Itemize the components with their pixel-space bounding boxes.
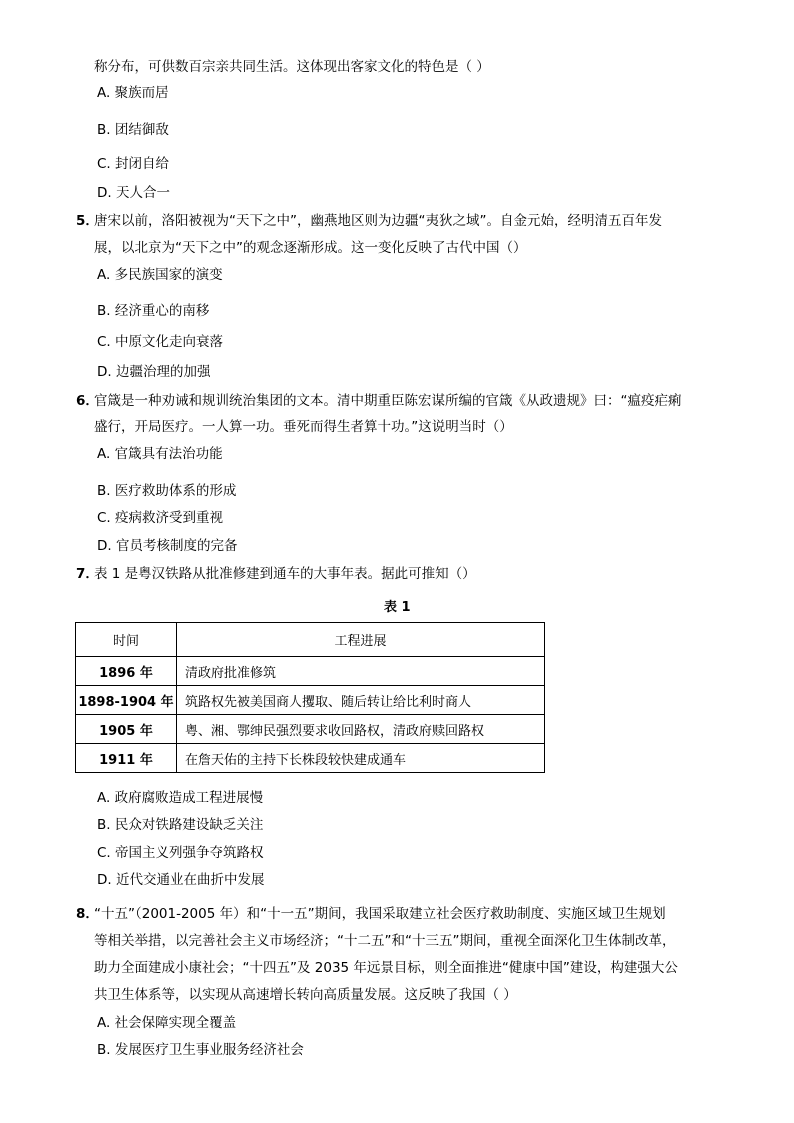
table-header-row bbox=[76, 623, 545, 657]
q8-stem-line1: “十五”（2001-2005 年）和“十一五”期间，我国采取建立社会医疗救助制度、实施区域卫生规划 bbox=[94, 906, 666, 922]
q5-stem-line2: 展，以北京为“天下之中”的观念逐渐形成。这一变化反映了古代中国（） bbox=[94, 240, 527, 256]
table-cell-year: 1905 年 bbox=[76, 715, 177, 744]
q6-number: 6． bbox=[76, 393, 99, 409]
q6-option-c[interactable]: C. 疫病救济受到重视 bbox=[97, 510, 224, 526]
table-row bbox=[76, 686, 545, 715]
q7-stem-line1: 表 1 是粤汉铁路从批准修建到通车的大事年表。据此可推知（） bbox=[94, 566, 476, 582]
q7-option-a[interactable]: A. 政府腐败造成工程进展慢 bbox=[97, 790, 264, 806]
q7-option-d[interactable]: D. 近代交通业在曲折中发展 bbox=[97, 872, 265, 888]
q6-option-a[interactable]: A. 官箴具有法治功能 bbox=[97, 446, 223, 462]
table-row bbox=[76, 657, 545, 686]
table-cell-year: 1896 年 bbox=[76, 657, 177, 686]
table-cell-event: 在詹天佑的主持下长株段较快建成通车 bbox=[177, 744, 545, 773]
q5-option-d[interactable]: D. 边疆治理的加强 bbox=[97, 364, 211, 380]
q4-option-d[interactable]: D. 天人合一 bbox=[97, 185, 170, 201]
table-row bbox=[76, 715, 545, 744]
q5-stem-line1: 唐宋以前，洛阳被视为“天下之中”，幽燕地区则为边疆“夷狄之域”。自金元始，经明清五百年发 bbox=[94, 213, 662, 229]
q4-option-c[interactable]: C. 封闭自给 bbox=[97, 156, 170, 172]
q8-stem-line4: 共卫生体系等，以实现从高速增长转向高质量发展。这反映了我国（ ） bbox=[94, 987, 517, 1003]
q6-option-d[interactable]: D. 官员考核制度的完备 bbox=[97, 538, 238, 554]
q5-option-c[interactable]: C. 中原文化走向衰落 bbox=[97, 334, 224, 350]
table-caption: 表 1 bbox=[384, 600, 411, 615]
table-header-time: 时间 bbox=[76, 623, 177, 657]
q6-stem-line2: 盛行，开局医疗。一人算一功。垂死而得生者算十功。”这说明当时（） bbox=[94, 419, 513, 435]
q4-option-a[interactable]: A. 聚族而居 bbox=[97, 85, 169, 101]
railway-chronology-table bbox=[75, 622, 545, 773]
q8-number: 8． bbox=[76, 906, 99, 922]
q5-option-a[interactable]: A. 多民族国家的演变 bbox=[97, 267, 223, 283]
table-header-progress: 工程进展 bbox=[177, 623, 545, 657]
table-row bbox=[76, 744, 545, 773]
q7-option-c[interactable]: C. 帝国主义列强争夺筑路权 bbox=[97, 845, 264, 861]
q4-stem-continuation: 称分布，可供数百宗亲共同生活。这体现出客家文化的特色是（ ） bbox=[94, 59, 490, 75]
q8-option-b[interactable]: B. 发展医疗卫生事业服务经济社会 bbox=[97, 1042, 304, 1058]
q8-stem-line3: 助力全面建成小康社会；“十四五”及 2035 年远景目标，则全面推进“健康中国”建设，构建强大公 bbox=[94, 960, 678, 976]
table-cell-event: 清政府批准修筑 bbox=[177, 657, 545, 686]
q5-number: 5． bbox=[76, 213, 99, 229]
q7-number: 7． bbox=[76, 566, 99, 582]
q6-stem-line1: 官箴是一种劝诫和规训统治集团的文本。清中期重臣陈宏谋所编的官箴《从政遗规》曰：“瘟疫疟痢 bbox=[94, 393, 682, 409]
q4-option-b[interactable]: B. 团结御敌 bbox=[97, 122, 169, 138]
q5-option-b[interactable]: B. 经济重心的南移 bbox=[97, 303, 210, 319]
table-cell-year: 1898-1904 年 bbox=[76, 686, 177, 715]
q7-option-b[interactable]: B. 民众对铁路建设缺乏关注 bbox=[97, 817, 264, 833]
table-cell-year: 1911 年 bbox=[76, 744, 177, 773]
q6-option-b[interactable]: B. 医疗救助体系的形成 bbox=[97, 483, 237, 499]
table-cell-event: 粤、湘、鄂绅民强烈要求收回路权，清政府赎回路权 bbox=[177, 715, 545, 744]
q8-stem-line2: 等相关举措，以完善社会主义市场经济；“十二五”和“十三五”期间，重视全面深化卫生体制改革， bbox=[94, 933, 676, 949]
table-cell-event: 筑路权先被美国商人攫取、随后转让给比利时商人 bbox=[177, 686, 545, 715]
q8-option-a[interactable]: A. 社会保障实现全覆盖 bbox=[97, 1015, 237, 1031]
